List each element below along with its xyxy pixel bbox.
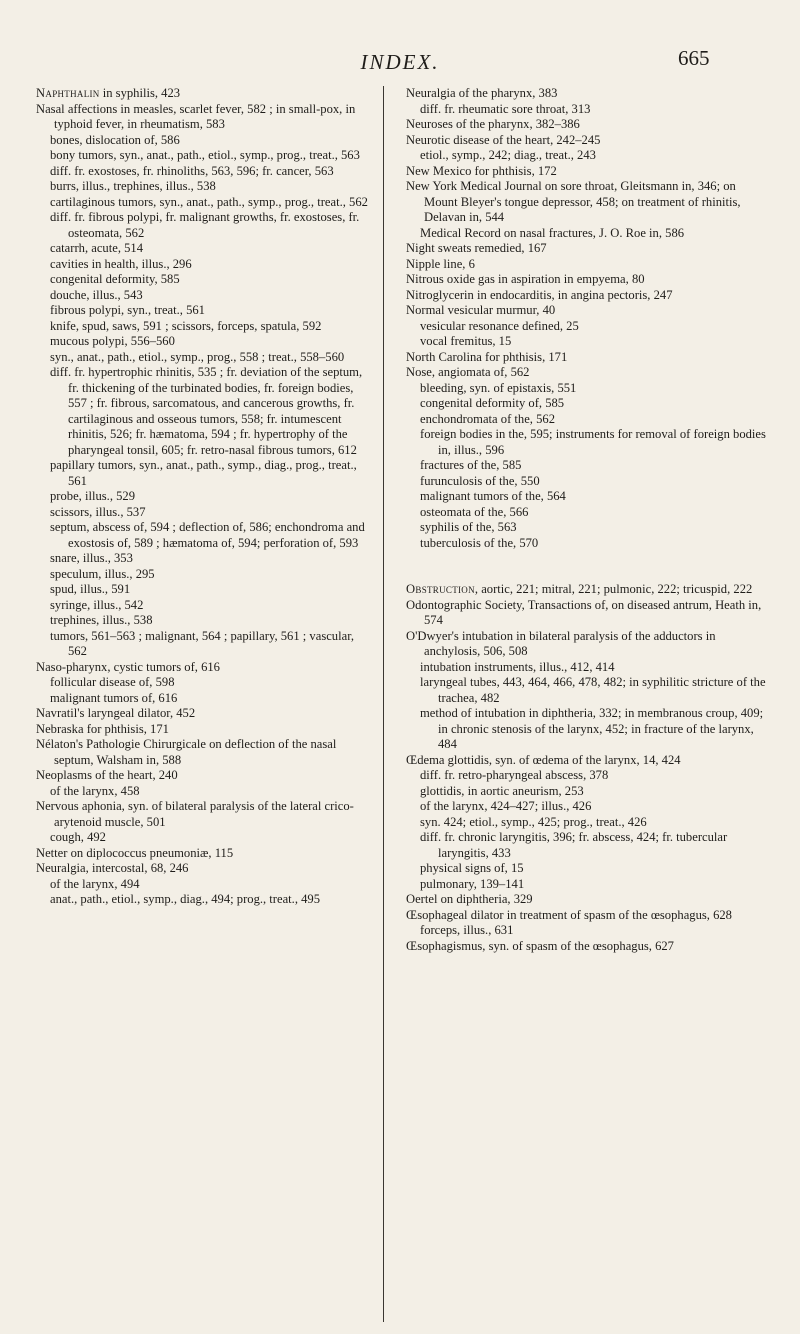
index-entry-text: , aortic, 221; mitral, 221; pulmonic, 222; tricuspid, 222 xyxy=(474,582,753,596)
index-subentry xyxy=(36,613,374,629)
index-entry-text: tumors, 561–563 ; malignant, 564 ; papillary, 561 ; vascular, 562 xyxy=(50,628,355,658)
index-subentry xyxy=(406,102,772,118)
index-subentry xyxy=(406,334,772,350)
index-entry-text: Oertel on diphtheria, 329 xyxy=(406,892,533,906)
index-entry-text: New Mexico for phthisis, 172 xyxy=(406,163,557,178)
index-entry-text: malignant tumors of the, 564 xyxy=(420,489,566,503)
index-subentry xyxy=(406,706,772,753)
index-entry-text: burrs, illus., trephines, illus., 538 xyxy=(50,179,216,193)
index-entry-text: vesicular resonance defined, 25 xyxy=(420,318,579,333)
index-entry xyxy=(406,629,772,660)
index-entry-text: Neurotic disease of the heart, 242–245 xyxy=(406,132,601,147)
index-entry xyxy=(36,706,374,722)
index-entry-text: furunculosis of the, 550 xyxy=(420,473,540,488)
index-entry xyxy=(36,737,374,768)
index-entry xyxy=(406,598,772,629)
index-entry xyxy=(406,179,772,226)
index-entry-text: diff. fr. rheumatic sore throat, 313 xyxy=(420,101,591,116)
index-entry xyxy=(36,861,374,877)
index-subentry xyxy=(406,815,772,831)
index-entry-text: Nélaton's Pathologie Chirurgicale on deflection of the nasal septum, Walsham in, 588 xyxy=(36,737,337,767)
index-entry-text: syn., anat., path., etiol., symp., prog., 558 ; treat., 558–560 xyxy=(50,349,345,364)
index-entry-text: Œsophageal dilator in treatment of spasm of the œsophagus, 628 xyxy=(406,907,732,922)
index-entry-text: of the larynx, 458 xyxy=(50,783,140,798)
index-subentry xyxy=(36,784,374,800)
index-subentry xyxy=(406,861,772,877)
index-subentry xyxy=(36,179,374,195)
index-entry-text: follicular disease of, 598 xyxy=(50,675,175,689)
index-entry-text: O'Dwyer's intubation in bilateral paralysis of the adductors in anchylosis, 506, 508 xyxy=(406,628,716,658)
index-subentry xyxy=(36,257,374,273)
index-subentry xyxy=(406,396,772,412)
index-entry-text: Medical Record on nasal fractures, J. O. Roe in, 586 xyxy=(420,225,685,240)
index-entry xyxy=(406,164,772,180)
index-entry-text: etiol., symp., 242; diag., treat., 243 xyxy=(420,148,596,162)
index-entry-text: cough, 492 xyxy=(50,830,106,844)
index-entry-text: bleeding, syn. of epistaxis, 551 xyxy=(420,380,577,395)
index-entry-text: Œdema glottidis, syn. of œdema of the larynx, 14, 424 xyxy=(406,752,681,767)
index-entry-text: tuberculosis of the, 570 xyxy=(420,535,539,550)
index-entry-text: vocal fremitus, 15 xyxy=(420,334,512,348)
index-entry xyxy=(406,288,772,304)
index-subentry xyxy=(36,350,374,366)
index-entry-text: intubation instruments, illus., 412, 414 xyxy=(420,659,615,674)
index-entry-text: Œsophagismus, syn. of spasm of the œsophagus, 627 xyxy=(406,938,674,953)
index-entry xyxy=(406,365,772,381)
index-entry-text: bony tumors, syn., anat., path., etiol., symp., prog., treat., 563 xyxy=(50,148,360,162)
index-subentry xyxy=(36,489,374,505)
index-entry xyxy=(406,350,772,366)
index-entry xyxy=(406,908,772,924)
index-entry-text: physical signs of, 15 xyxy=(420,861,524,875)
index-subentry xyxy=(406,520,772,536)
index-subentry xyxy=(36,133,374,149)
index-subentry xyxy=(36,629,374,660)
index-subentry xyxy=(406,675,772,706)
right-index-column xyxy=(406,86,772,954)
index-subentry xyxy=(36,892,374,908)
index-entry-text: enchondromata of the, 562 xyxy=(420,411,555,426)
index-entry-text: fibrous polypi, syn., treat., 561 xyxy=(50,303,205,317)
index-entry-text: catarrh, acute, 514 xyxy=(50,241,144,255)
index-subentry xyxy=(406,319,772,335)
index-entry xyxy=(406,939,772,955)
index-subentry xyxy=(36,551,374,567)
index-entry-text: septum, abscess of, 594 ; deflection of, 586; enchondroma and exostosis of, 589 ; hæmatoma of, 594; perforation of, 593 xyxy=(50,520,365,550)
index-entry-text: of the larynx, 494 xyxy=(50,876,140,891)
index-entry-text: Nervous aphonia, syn. of bilateral paralysis of the lateral crico-arytenoid muscle, 501 xyxy=(36,799,354,829)
index-subentry xyxy=(406,226,772,242)
index-entry-text: spud, illus., 591 xyxy=(50,582,131,596)
index-entry xyxy=(406,133,772,149)
index-entry xyxy=(406,257,772,273)
index-entry-text: North Carolina for phthisis, 171 xyxy=(406,349,568,364)
index-subentry xyxy=(36,877,374,893)
index-subentry xyxy=(406,768,772,784)
index-subentry xyxy=(36,365,374,458)
index-entry xyxy=(406,582,772,598)
index-entry xyxy=(36,722,374,738)
index-entry-text: diff. fr. chronic laryngitis, 396; fr. abscess, 424; fr. tubercular laryngitis, 433 xyxy=(420,830,728,860)
index-subentry xyxy=(36,303,374,319)
index-entry xyxy=(406,117,772,133)
index-subentry xyxy=(36,272,374,288)
index-entry-text: probe, illus., 529 xyxy=(50,489,136,503)
index-entry-text: Neuralgia of the pharynx, 383 xyxy=(406,86,558,100)
index-subentry xyxy=(36,288,374,304)
index-entry-text: in syphilis, 423 xyxy=(99,86,181,100)
index-entry-text: glottidis, in aortic aneurism, 253 xyxy=(420,783,584,798)
index-subentry xyxy=(406,381,772,397)
index-subentry xyxy=(406,877,772,893)
index-subentry xyxy=(406,660,772,676)
index-entry-text: diff. fr. hypertrophic rhinitis, 535 ; fr. deviation of the septum, fr. thickening of the turbinated bodies, fr. foreign bodies, 557 ; fr. fibrous, sarcomatous, and cancerous growths, fr. cartilaginous and osseous tumors, 558; fr. intumescent rhinitis, 526; fr. hæmatoma, 594 ; fr. hypertrophy of the pharyngeal tonsil, 605; fr. retro-nasal fibrous tumors, 612 xyxy=(50,365,363,457)
index-subentry xyxy=(36,148,374,164)
index-subentry xyxy=(406,427,772,458)
index-entry-text: knife, spud, saws, 591 ; scissors, forceps, spatula, 592 xyxy=(50,318,322,333)
index-entry xyxy=(406,241,772,257)
index-entry xyxy=(36,846,374,862)
page-header xyxy=(0,0,800,80)
left-index-column xyxy=(36,86,374,908)
index-entry xyxy=(406,272,772,288)
index-entry-text: method of intubation in diphtheria, 332; in membranous croup, 409; in chronic stenosis of the larynx, 452; in fracture of the larynx, 484 xyxy=(420,706,764,751)
index-entry-text: Night sweats remedied, 167 xyxy=(406,241,547,255)
index-subentry xyxy=(406,505,772,521)
index-entry-text: osteomata of the, 566 xyxy=(420,504,529,519)
index-section-head: Obstruction xyxy=(406,582,475,596)
index-entry-text: fractures of the, 585 xyxy=(420,458,522,472)
index-entry-text: papillary tumors, syn., anat., path., symp., diag., prog., treat., 561 xyxy=(50,458,357,488)
index-entry-text: syphilis of the, 563 xyxy=(420,520,517,534)
index-subentry xyxy=(406,830,772,861)
index-subentry xyxy=(406,458,772,474)
index-entry xyxy=(406,753,772,769)
index-entry-text: speculum, illus., 295 xyxy=(50,566,155,581)
index-entry-text: Nebraska for phthisis, 171 xyxy=(36,721,169,736)
index-entry xyxy=(36,660,374,676)
index-entry-text: douche, illus., 543 xyxy=(50,287,143,302)
index-entry-text: Nipple line, 6 xyxy=(406,256,475,271)
index-entry-text: Navratil's laryngeal dilator, 452 xyxy=(36,706,196,720)
index-entry-text: Nitroglycerin in endocarditis, in angina pectoris, 247 xyxy=(406,287,673,302)
index-entry-text: cartilaginous tumors, syn., anat., path., symp., prog., treat., 562 xyxy=(50,194,368,209)
index-subentry xyxy=(36,675,374,691)
index-section-head: Naphthalin xyxy=(36,86,100,100)
index-entry-text: diff. fr. retro-pharyngeal abscess, 378 xyxy=(420,768,609,782)
index-entry-text: laryngeal tubes, 443, 464, 466, 478, 482; in syphilitic stricture of the trachea, 482 xyxy=(420,675,766,705)
index-entry-text: cavities in health, illus., 296 xyxy=(50,256,192,271)
index-entry-text: congenital deformity of, 585 xyxy=(420,396,565,410)
index-entry-text: forceps, illus., 631 xyxy=(420,923,514,937)
index-subentry xyxy=(406,412,772,428)
index-subentry xyxy=(36,195,374,211)
index-entry-text: diff. fr. exostoses, fr. rhinoliths, 563, 596; fr. cancer, 563 xyxy=(50,163,334,178)
index-entry-text: Neuralgia, intercostal, 68, 246 xyxy=(36,861,189,875)
index-entry xyxy=(36,768,374,784)
index-entry xyxy=(36,799,374,830)
index-entry-text: foreign bodies in the, 595; instruments for removal of foreign bodies in, illus., 596 xyxy=(420,427,766,457)
index-entry-text: syringe, illus., 542 xyxy=(50,597,144,612)
index-entry-text: Naso-pharynx, cystic tumors of, 616 xyxy=(36,659,220,674)
index-entry-text: mucous polypi, 556–560 xyxy=(50,334,175,348)
index-entry-text: Nitrous oxide gas in aspiration in empyema, 80 xyxy=(406,272,645,286)
index-entry-text: Nose, angiomata of, 562 xyxy=(406,365,530,379)
index-subentry xyxy=(36,830,374,846)
index-subentry xyxy=(406,474,772,490)
section-gap xyxy=(406,551,772,582)
index-entry xyxy=(406,303,772,319)
index-entry xyxy=(406,892,772,908)
index-subentry xyxy=(36,334,374,350)
index-subentry xyxy=(36,319,374,335)
index-entry-text: Normal vesicular murmur, 40 xyxy=(406,303,556,317)
index-entry-text: Neoplasms of the heart, 240 xyxy=(36,768,178,782)
index-subentry xyxy=(36,458,374,489)
index-subentry xyxy=(36,582,374,598)
running-title: INDEX. xyxy=(360,50,440,74)
page-number: 665 xyxy=(678,46,710,70)
column-divider xyxy=(383,86,384,1322)
index-entry-text: Neuroses of the pharynx, 382–386 xyxy=(406,117,580,131)
index-entry-text: Nasal affections in measles, scarlet fever, 582 ; in small-pox, in typhoid fever, in rheumatism, 583 xyxy=(36,101,356,131)
index-entry-text: diff. fr. fibrous polypi, fr. malignant growths, fr. exostoses, fr. osteomata, 562 xyxy=(50,210,360,240)
index-entry-text: bones, dislocation of, 586 xyxy=(50,132,180,147)
index-subentry xyxy=(36,241,374,257)
index-subentry xyxy=(36,210,374,241)
index-entry-text: New York Medical Journal on sore throat, Gleitsmann in, 346; on Mount Bleyer's tongue depressor, 458; on treatment of rhinitis, Delavan in, 544 xyxy=(406,179,741,224)
index-entry xyxy=(36,102,374,133)
index-entry-text: malignant tumors of, 616 xyxy=(50,690,178,705)
index-entry-text: snare, illus., 353 xyxy=(50,551,133,565)
index-entry-text: anat., path., etiol., symp., diag., 494; prog., treat., 495 xyxy=(50,892,321,906)
index-subentry xyxy=(36,691,374,707)
index-subentry xyxy=(406,148,772,164)
index-entry-text: scissors, illus., 537 xyxy=(50,504,146,519)
index-entry xyxy=(36,86,374,102)
index-subentry xyxy=(36,164,374,180)
index-entry-text: Netter on diplococcus pneumoniæ, 115 xyxy=(36,845,234,860)
index-entry-text: of the larynx, 424–427; illus., 426 xyxy=(420,799,592,813)
index-subentry xyxy=(406,536,772,552)
index-entry xyxy=(406,86,772,102)
index-subentry xyxy=(406,489,772,505)
index-entry-text: trephines, illus., 538 xyxy=(50,613,153,627)
index-subentry xyxy=(406,799,772,815)
index-subentry xyxy=(36,598,374,614)
index-subentry xyxy=(36,520,374,551)
index-subentry xyxy=(406,784,772,800)
index-subentry xyxy=(36,567,374,583)
index-entry-text: Odontographic Society, Transactions of, on diseased antrum, Heath in, 574 xyxy=(406,597,762,627)
index-entry-text: congenital deformity, 585 xyxy=(50,272,180,286)
index-subentry xyxy=(406,923,772,939)
index-entry-text: pulmonary, 139–141 xyxy=(420,876,525,891)
index-entry-text: syn. 424; etiol., symp., 425; prog., treat., 426 xyxy=(420,814,647,829)
index-subentry xyxy=(36,505,374,521)
